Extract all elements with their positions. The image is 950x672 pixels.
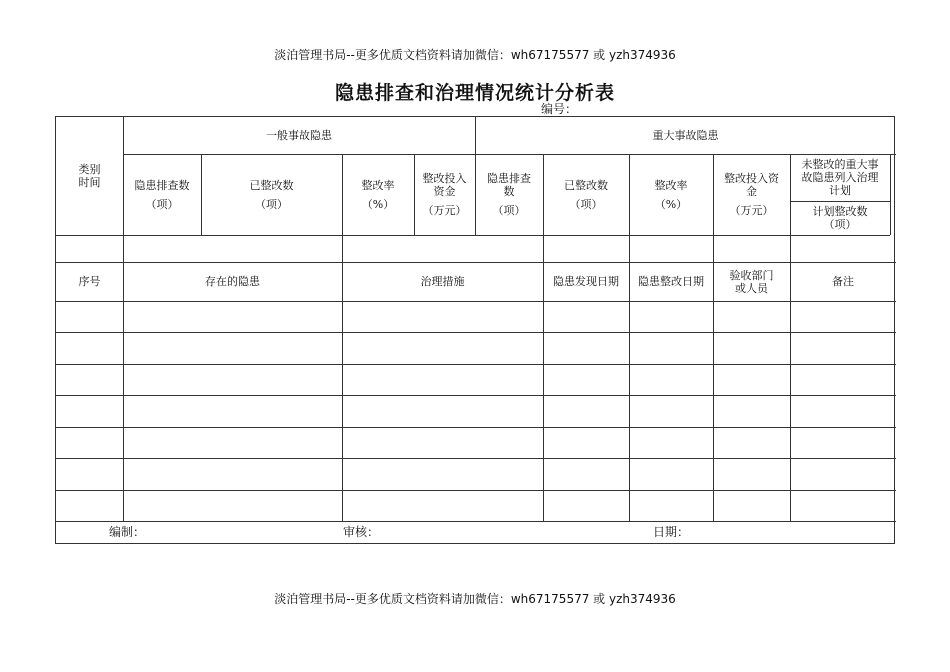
major-investment-header bbox=[713, 154, 790, 235]
grid-line bbox=[56, 458, 896, 459]
statistics-table bbox=[55, 116, 895, 544]
acceptance-header bbox=[713, 262, 790, 301]
general-rate-header bbox=[342, 154, 414, 235]
general-investment-header bbox=[414, 154, 475, 235]
header-unit: （%） bbox=[654, 197, 688, 211]
grid-line bbox=[890, 154, 891, 235]
header-unit: （项） bbox=[145, 197, 179, 211]
page-footer-text: 淡泊管理书局--更多优质文档资料请加微信：wh67175577 或 yzh374936 bbox=[274, 592, 676, 606]
grid-line bbox=[56, 521, 896, 522]
grid-line bbox=[56, 332, 896, 333]
category-time-header bbox=[56, 117, 123, 235]
time-label: 时间 bbox=[78, 176, 101, 189]
header-text: 未整改的重大事 bbox=[801, 158, 879, 171]
header-text: 备注 bbox=[832, 275, 854, 288]
header-text: 隐患整改日期 bbox=[638, 275, 704, 288]
header-text: 存在的隐患 bbox=[205, 275, 260, 288]
prepared-by-label: 编制： bbox=[109, 525, 146, 539]
grid-line bbox=[56, 364, 896, 365]
general-hazard-label: 一般事故隐患 bbox=[266, 129, 332, 142]
header-text: 计划整改数 bbox=[812, 205, 868, 218]
grid-line bbox=[56, 490, 896, 491]
header-text: 整改率 bbox=[361, 178, 395, 192]
general-checked-header bbox=[123, 154, 201, 235]
general-hazard-group-header bbox=[123, 117, 475, 154]
major-hazard-label: 重大事故隐患 bbox=[652, 129, 719, 142]
header-text: 已整改数 bbox=[249, 178, 294, 192]
serial-number-label: 编号： bbox=[541, 102, 578, 116]
header-unit: （项） bbox=[823, 218, 857, 231]
header-text: 验收部门 bbox=[729, 268, 774, 282]
header-text: 计划 bbox=[829, 184, 851, 197]
header-text: 金 bbox=[746, 185, 757, 198]
form-title: 隐患排查和治理情况统计分析表 bbox=[334, 82, 615, 104]
page-header-text: 淡泊管理书局--更多优质文档资料请加微信：wh67175577 或 yzh374936 bbox=[274, 48, 676, 62]
major-unrectified-header bbox=[790, 154, 890, 201]
grid-line bbox=[56, 395, 896, 396]
header-unit: （项） bbox=[569, 197, 603, 211]
header-text: 或人员 bbox=[735, 281, 768, 295]
general-rectified-header bbox=[201, 154, 342, 235]
header-unit: （万元） bbox=[422, 204, 467, 217]
header-unit: （%） bbox=[361, 197, 395, 211]
header-text: 资金 bbox=[433, 185, 456, 198]
major-rate-header bbox=[629, 154, 713, 235]
header-text: 整改投入 bbox=[422, 172, 467, 185]
category-label: 类别 bbox=[78, 163, 101, 176]
seq-header bbox=[56, 262, 123, 301]
reviewed-by-label: 审核： bbox=[343, 525, 380, 539]
header-text: 已整改数 bbox=[564, 178, 608, 192]
hazard-header bbox=[123, 262, 342, 301]
major-planned-header bbox=[790, 201, 890, 235]
remarks-header bbox=[790, 262, 896, 301]
header-text: 整改率 bbox=[654, 178, 688, 192]
header-text: 治理措施 bbox=[420, 275, 465, 288]
grid-line bbox=[56, 235, 890, 236]
header-text: 数 bbox=[503, 185, 515, 198]
measures-header bbox=[342, 262, 543, 301]
fix-date-header bbox=[629, 262, 713, 301]
header-unit: （项） bbox=[255, 197, 288, 211]
found-date-header bbox=[543, 262, 629, 301]
header-text: 隐患排查数 bbox=[134, 178, 190, 192]
major-rectified-header bbox=[543, 154, 629, 235]
grid-line bbox=[56, 427, 896, 428]
major-checked-header bbox=[475, 154, 543, 235]
header-unit: （万元） bbox=[729, 204, 774, 217]
header-text: 整改投入资 bbox=[724, 172, 779, 185]
header-text: 隐患排查 bbox=[487, 172, 531, 185]
major-hazard-group-header bbox=[475, 117, 896, 154]
date-label: 日期： bbox=[653, 525, 690, 539]
header-text: 序号 bbox=[78, 275, 101, 288]
header-text: 隐患发现日期 bbox=[553, 275, 619, 288]
header-unit: （项） bbox=[492, 204, 526, 217]
header-text: 故隐患列入治理 bbox=[801, 171, 879, 184]
grid-line bbox=[56, 301, 896, 302]
